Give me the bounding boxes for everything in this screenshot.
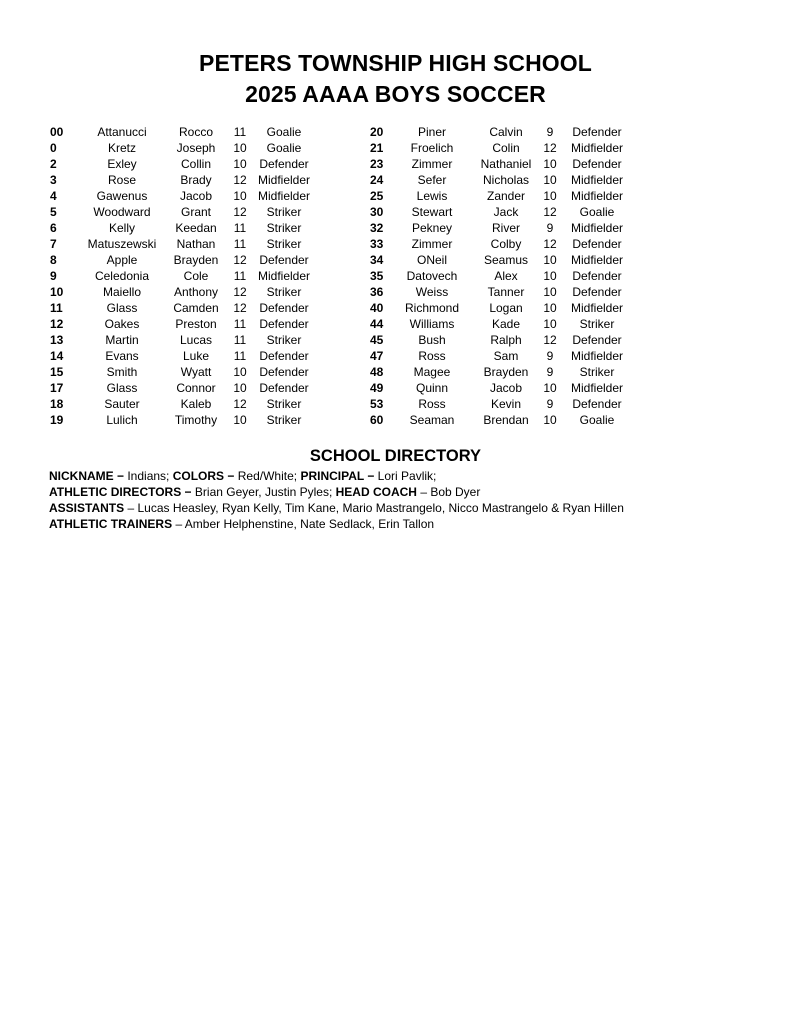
- player-grade: 9: [546, 125, 554, 139]
- player-position: Striker: [266, 397, 302, 411]
- player-position: Midfielder: [570, 173, 624, 187]
- player-position: Striker: [266, 237, 302, 251]
- player-last-name: Ross: [418, 397, 446, 411]
- player-grade: 11: [233, 125, 247, 139]
- player-last-name: Bush: [418, 333, 446, 347]
- player-position: Midfielder: [570, 301, 624, 315]
- player-first-name: Calvin: [489, 125, 523, 139]
- player-grade: 11: [233, 349, 247, 363]
- jersey-number: 49: [370, 381, 384, 395]
- player-grade: 12: [233, 285, 247, 299]
- player-first-name: Tanner: [487, 285, 525, 299]
- player-last-name: Froelich: [410, 141, 454, 155]
- player-position: Midfielder: [570, 221, 624, 235]
- player-grade: 11: [233, 317, 247, 331]
- player-last-name: Stewart: [411, 205, 453, 219]
- jersey-number: 36: [370, 285, 384, 299]
- player-position: Defender: [572, 237, 622, 251]
- school-title: PETERS TOWNSHIP HIGH SCHOOL: [199, 50, 592, 76]
- player-grade: 11: [233, 237, 247, 251]
- player-position: Striker: [266, 413, 302, 427]
- player-last-name: Datovech: [406, 269, 458, 283]
- player-first-name: Preston: [175, 317, 217, 331]
- player-last-name: Evans: [105, 349, 139, 363]
- principal-value: Lori Pavlik;: [374, 469, 437, 483]
- jersey-number: 53: [370, 397, 384, 411]
- player-first-name: Kade: [491, 317, 521, 331]
- player-first-name: Nathan: [176, 237, 216, 251]
- athletic-directors-label: ATHLETIC DIRECTORS −: [49, 485, 192, 499]
- player-position: Midfielder: [257, 269, 311, 283]
- player-position: Midfielder: [257, 189, 311, 203]
- player-last-name: Lewis: [416, 189, 448, 203]
- directory-line-2: [49, 484, 624, 500]
- player-last-name: Woodward: [93, 205, 151, 219]
- player-position: Defender: [259, 157, 309, 171]
- player-first-name: Cole: [183, 269, 209, 283]
- player-last-name: Maiello: [102, 285, 141, 299]
- player-grade: 10: [233, 157, 247, 171]
- player-position: Midfielder: [257, 173, 311, 187]
- player-last-name: Exley: [107, 157, 137, 171]
- player-position: Goalie: [266, 141, 302, 155]
- player-position: Midfielder: [570, 141, 624, 155]
- player-position: Defender: [259, 349, 309, 363]
- player-first-name: Luke: [182, 349, 210, 363]
- player-position: Defender: [572, 157, 622, 171]
- player-first-name: Joseph: [176, 141, 216, 155]
- player-first-name: Ralph: [490, 333, 522, 347]
- player-first-name: Anthony: [173, 285, 219, 299]
- jersey-number: 3: [50, 173, 57, 187]
- jersey-number: 34: [370, 253, 384, 267]
- player-first-name: Colin: [492, 141, 520, 155]
- directory-lines: [49, 468, 624, 532]
- player-first-name: Alex: [494, 269, 518, 283]
- player-last-name: Attanucci: [97, 125, 147, 139]
- player-position: Defender: [572, 397, 622, 411]
- player-grade: 11: [233, 269, 247, 283]
- player-last-name: Lulich: [106, 413, 138, 427]
- player-last-name: Kretz: [107, 141, 136, 155]
- jersey-number: 18: [50, 397, 64, 411]
- player-grade: 10: [543, 413, 557, 427]
- player-grade: 12: [543, 205, 557, 219]
- player-last-name: Martin: [105, 333, 139, 347]
- player-grade: 9: [546, 365, 554, 379]
- player-first-name: Nathaniel: [480, 157, 532, 171]
- jersey-number: 47: [370, 349, 384, 363]
- player-first-name: Nicholas: [482, 173, 530, 187]
- player-position: Striker: [266, 221, 302, 235]
- player-position: Striker: [579, 365, 615, 379]
- player-first-name: Brady: [180, 173, 212, 187]
- head-coach-label: HEAD COACH: [335, 485, 417, 499]
- player-grade: 12: [233, 397, 247, 411]
- player-last-name: ONeil: [416, 253, 447, 267]
- player-grade: 12: [543, 237, 557, 251]
- jersey-number: 23: [370, 157, 384, 171]
- athletic-trainers-value: – Amber Helphenstine, Nate Sedlack, Erin Tallon: [172, 517, 435, 531]
- player-last-name: Williams: [409, 317, 455, 331]
- assistants-value: – Lucas Heasley, Ryan Kelly, Tim Kane, Mario Mastrangelo, Nicco Mastrangelo & Ryan Hillen: [124, 501, 624, 515]
- player-last-name: Sauter: [104, 397, 140, 411]
- player-last-name: Sefer: [417, 173, 447, 187]
- player-first-name: River: [491, 221, 520, 235]
- jersey-number: 7: [50, 237, 57, 251]
- player-grade: 12: [543, 141, 557, 155]
- player-grade: 9: [546, 397, 554, 411]
- jersey-number: 19: [50, 413, 64, 427]
- player-position: Goalie: [579, 205, 615, 219]
- player-grade: 12: [543, 333, 557, 347]
- player-first-name: Seamus: [483, 253, 529, 267]
- player-first-name: Brendan: [483, 413, 529, 427]
- player-first-name: Wyatt: [180, 365, 212, 379]
- jersey-number: 48: [370, 365, 384, 379]
- player-grade: 11: [233, 221, 247, 235]
- player-first-name: Connor: [176, 381, 216, 395]
- player-last-name: Kelly: [108, 221, 135, 235]
- player-position: Midfielder: [570, 189, 624, 203]
- jersey-number: 9: [50, 269, 57, 283]
- jersey-number: 35: [370, 269, 384, 283]
- player-last-name: Ross: [418, 349, 446, 363]
- jersey-number: 4: [50, 189, 57, 203]
- player-grade: 10: [543, 285, 557, 299]
- player-grade: 10: [543, 189, 557, 203]
- player-position: Midfielder: [570, 381, 624, 395]
- player-first-name: Brayden: [173, 253, 219, 267]
- player-position: Defender: [259, 365, 309, 379]
- player-first-name: Jacob: [179, 189, 213, 203]
- player-first-name: Rocco: [178, 125, 213, 139]
- player-first-name: Jacob: [489, 381, 523, 395]
- player-first-name: Lucas: [179, 333, 213, 347]
- player-grade: 10: [543, 269, 557, 283]
- jersey-number: 44: [370, 317, 384, 331]
- player-grade: 10: [233, 381, 247, 395]
- colors-value: Red/White;: [234, 469, 301, 483]
- player-last-name: Gawenus: [96, 189, 148, 203]
- jersey-number: 24: [370, 173, 384, 187]
- directory-line-4: [49, 516, 624, 532]
- player-grade: 10: [543, 157, 557, 171]
- nickname-label: NICKNAME −: [49, 469, 125, 483]
- player-grade: 10: [233, 141, 247, 155]
- player-last-name: Zimmer: [411, 237, 453, 251]
- player-last-name: Piner: [417, 125, 446, 139]
- jersey-number: 21: [370, 141, 384, 155]
- player-last-name: Glass: [106, 301, 138, 315]
- player-last-name: Smith: [106, 365, 138, 379]
- player-grade: 10: [543, 317, 557, 331]
- jersey-number: 17: [50, 381, 64, 395]
- player-position: Midfielder: [570, 253, 624, 267]
- player-grade: 10: [543, 381, 557, 395]
- player-position: Defender: [572, 269, 622, 283]
- player-last-name: Zimmer: [411, 157, 453, 171]
- jersey-number: 32: [370, 221, 384, 235]
- player-first-name: Colby: [490, 237, 522, 251]
- jersey-number: 8: [50, 253, 57, 267]
- player-last-name: Quinn: [415, 381, 449, 395]
- player-position: Striker: [579, 317, 615, 331]
- jersey-number: 20: [370, 125, 384, 139]
- player-last-name: Seaman: [409, 413, 455, 427]
- player-grade: 9: [546, 221, 554, 235]
- player-position: Defender: [572, 285, 622, 299]
- player-first-name: Zander: [486, 189, 526, 203]
- player-first-name: Kevin: [490, 397, 522, 411]
- jersey-number: 30: [370, 205, 384, 219]
- nickname-value: Indians;: [124, 469, 173, 483]
- player-grade: 12: [233, 205, 247, 219]
- player-first-name: Kaleb: [180, 397, 212, 411]
- jersey-number: 11: [50, 301, 63, 315]
- player-grade: 10: [233, 365, 247, 379]
- player-last-name: Oakes: [104, 317, 140, 331]
- player-grade: 12: [233, 253, 247, 267]
- jersey-number: 14: [50, 349, 64, 363]
- athletic-trainers-label: ATHLETIC TRAINERS: [49, 517, 173, 531]
- directory-line-3: [49, 500, 624, 516]
- player-first-name: Timothy: [174, 413, 218, 427]
- directory-line-1: [49, 468, 624, 484]
- jersey-number: 13: [50, 333, 64, 347]
- player-grade: 10: [543, 253, 557, 267]
- assistants-label: ASSISTANTS: [49, 501, 125, 515]
- principal-label: PRINCIPAL −: [300, 469, 375, 483]
- player-grade: 10: [233, 189, 247, 203]
- jersey-number: 0: [50, 141, 57, 155]
- player-grade: 10: [543, 173, 557, 187]
- player-last-name: Weiss: [415, 285, 449, 299]
- jersey-number: 10: [50, 285, 64, 299]
- player-position: Midfielder: [570, 349, 624, 363]
- jersey-number: 60: [370, 413, 384, 427]
- player-position: Defender: [259, 253, 309, 267]
- player-grade: 10: [543, 301, 557, 315]
- team-title: 2025 AAAA BOYS SOCCER: [245, 81, 546, 107]
- head-coach-value: – Bob Dyer: [416, 485, 481, 499]
- player-first-name: Logan: [489, 301, 523, 315]
- player-grade: 11: [233, 333, 247, 347]
- player-grade: 12: [233, 173, 247, 187]
- player-position: Striker: [266, 205, 302, 219]
- jersey-number: 25: [370, 189, 384, 203]
- jersey-number: 40: [370, 301, 384, 315]
- player-grade: 9: [546, 349, 554, 363]
- player-last-name: Magee: [413, 365, 451, 379]
- player-first-name: Brayden: [483, 365, 529, 379]
- player-position: Defender: [259, 381, 309, 395]
- jersey-number: 45: [370, 333, 384, 347]
- player-first-name: Sam: [493, 349, 519, 363]
- jersey-number: 15: [50, 365, 64, 379]
- player-grade: 10: [233, 413, 247, 427]
- jersey-number: 5: [50, 205, 57, 219]
- player-first-name: Grant: [180, 205, 211, 219]
- player-last-name: Rose: [107, 173, 136, 187]
- player-grade: 12: [233, 301, 247, 315]
- player-position: Defender: [572, 333, 622, 347]
- player-position: Striker: [266, 333, 302, 347]
- player-last-name: Richmond: [404, 301, 460, 315]
- jersey-number: 00: [50, 125, 64, 139]
- athletic-directors-value: Brian Geyer, Justin Pyles;: [191, 485, 336, 499]
- jersey-number: 33: [370, 237, 384, 251]
- colors-label: COLORS −: [172, 469, 235, 483]
- player-position: Defender: [572, 125, 622, 139]
- player-first-name: Camden: [173, 301, 219, 315]
- player-position: Goalie: [579, 413, 615, 427]
- player-first-name: Jack: [493, 205, 519, 219]
- jersey-number: 2: [50, 157, 57, 171]
- player-first-name: Collin: [180, 157, 211, 171]
- player-position: Goalie: [266, 125, 302, 139]
- player-last-name: Pekney: [411, 221, 453, 235]
- player-last-name: Matuszewski: [87, 237, 157, 251]
- jersey-number: 12: [50, 317, 64, 331]
- player-first-name: Keedan: [175, 221, 217, 235]
- player-last-name: Glass: [106, 381, 138, 395]
- player-position: Striker: [266, 285, 302, 299]
- player-position: Defender: [259, 317, 309, 331]
- directory-title: SCHOOL DIRECTORY: [309, 447, 482, 465]
- player-last-name: Celedonia: [94, 269, 150, 283]
- player-position: Defender: [259, 301, 309, 315]
- player-last-name: Apple: [106, 253, 138, 267]
- jersey-number: 6: [50, 221, 57, 235]
